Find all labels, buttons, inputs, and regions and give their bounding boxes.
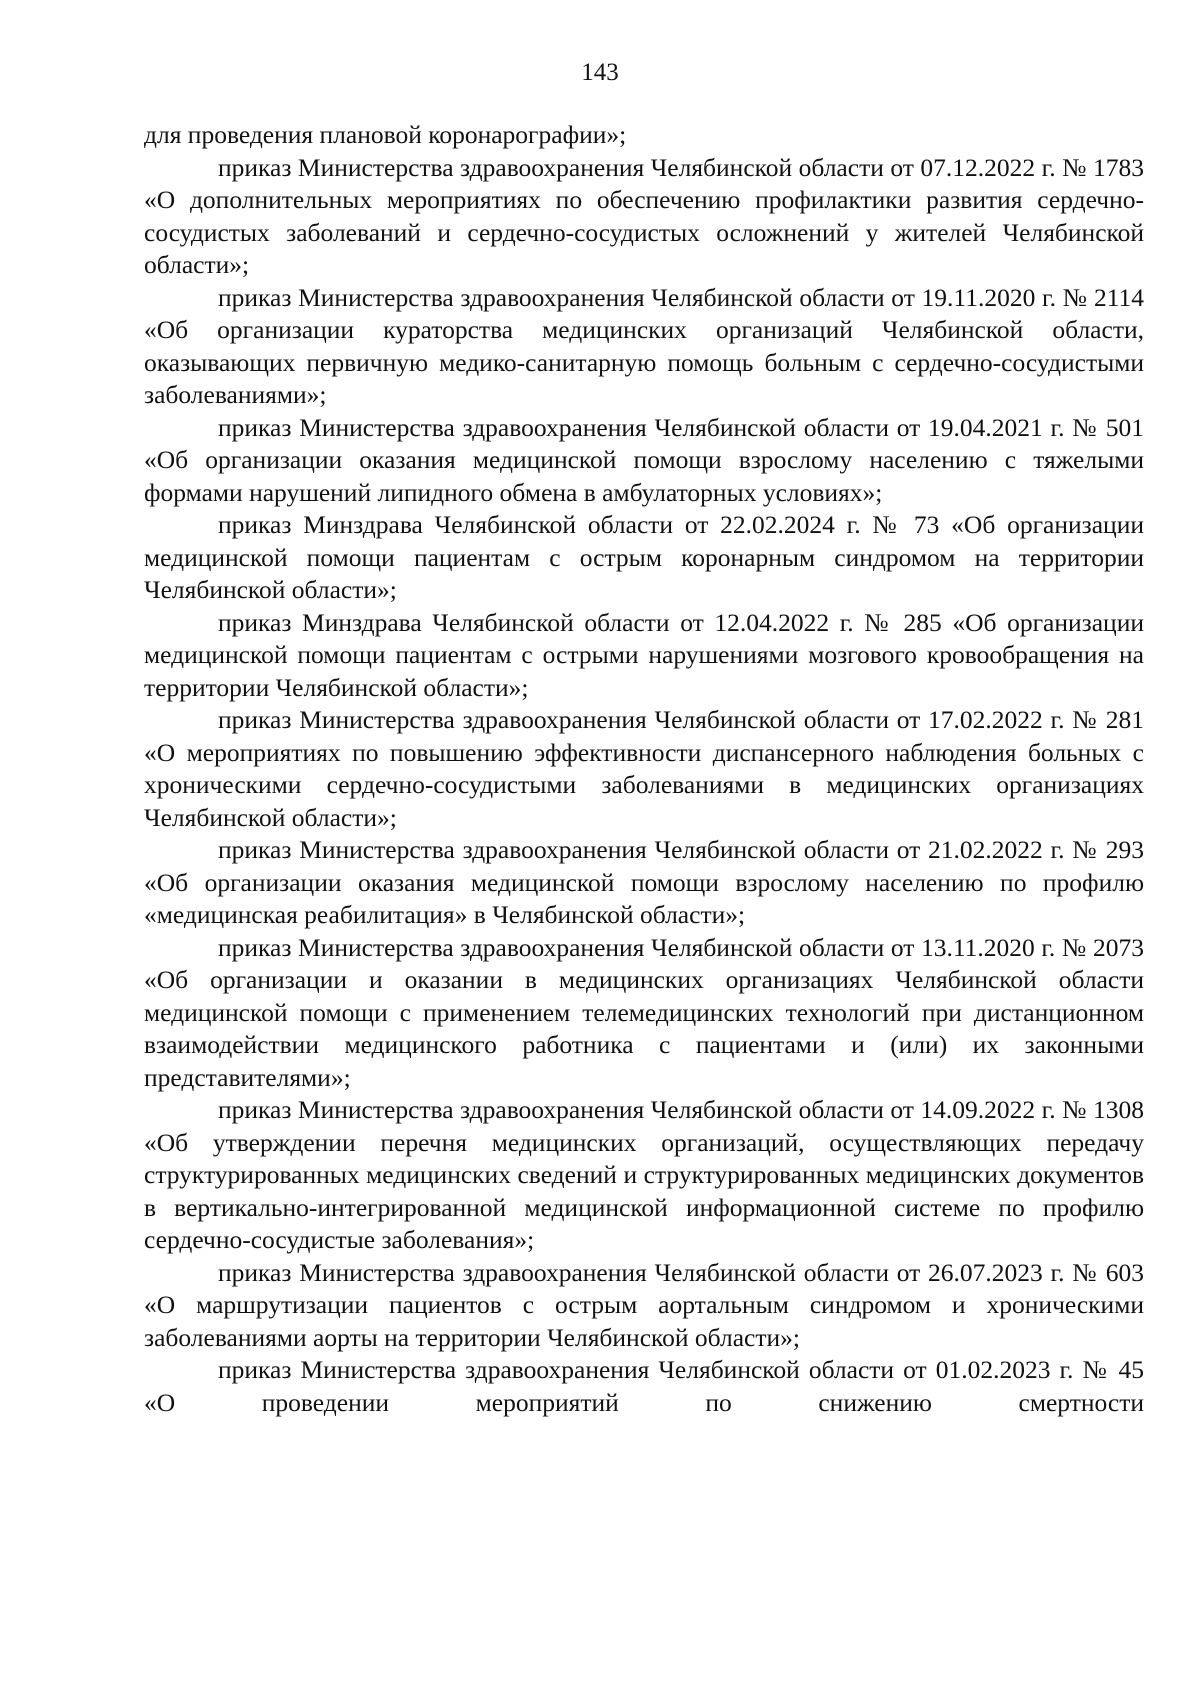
page-number: 143: [581, 59, 619, 86]
paragraph: приказ Министерства здравоохранения Челябинской области от 14.09.2022 г. № 1308 «Об утверждении перечня медицинских организаций, осуществляющих передачу структурированных медицинских сведений и структурированных медицинских документов в вертикально-интегрированной медицинской информационной системе по профилю сердечно-сосудистые заболевания»;: [144, 1095, 1144, 1254]
paragraph: приказ Министерства здравоохранения Челябинской области от 17.02.2022 г. № 281 «О мероприятиях по повышению эффективности диспансерного наблюдения больных с хроническими сердечно-сосудистыми заболеваниями в медицинских организациях Челябинской области»;: [144, 705, 1144, 832]
document-body: [144, 119, 1144, 1419]
paragraph: приказ Минздрава Челябинской области от 22.02.2024 г. № 73 «Об организации медицинской помощи пациентам с острым коронарным синдромом на территории Челябинской области»;: [144, 510, 1144, 604]
paragraph: приказ Министерства здравоохранения Челябинской области от 07.12.2022 г. № 1783 «О дополнительных мероприятиях по обеспечению профилактики развития сердечно-сосудистых заболеваний и сердечно-сосудистых осложнений у жителей Челябинской области»;: [144, 152, 1144, 279]
paragraph: для проведения плановой коронарографии»;: [144, 120, 627, 149]
paragraph: приказ Министерства здравоохранения Челябинской области от 19.11.2020 г. № 2114 «Об организации кураторства медицинских организаций Челябинской области, оказывающих первичную медико-санитарную помощь больным с сердечно-сосудистыми заболеваниями»;: [144, 282, 1144, 409]
paragraph: приказ Министерства здравоохранения Челябинской области от 21.02.2022 г. № 293 «Об организации оказания медицинской помощи взрослому населению по профилю «медицинская реабилитация» в Челябинской области»;: [144, 835, 1144, 929]
paragraph: приказ Министерства здравоохранения Челябинской области от 13.11.2020 г. № 2073 «Об организации и оказании в медицинских организациях Челябинской области медицинской помощи с применением телемедицинских технологий при дистанционном взаимодействии медицинского работника с пациентами и (или) их законными представителями»;: [144, 932, 1144, 1092]
paragraph: приказ Министерства здравоохранения Челябинской области от 01.02.2023 г. № 45 «О проведении мероприятий по снижению смертности: [144, 1355, 1144, 1417]
paragraph: приказ Минздрава Челябинской области от 12.04.2022 г. № 285 «Об организации медицинской помощи пациентам с острыми нарушениями мозгового кровообращения на территории Челябинской области»;: [144, 607, 1144, 702]
paragraph: приказ Министерства здравоохранения Челябинской области от 26.07.2023 г. № 603 «О маршрутизации пациентов с острым аортальным синдромом и хроническими заболеваниями аорты на территории Челябинской области»;: [144, 1257, 1144, 1352]
paragraph: приказ Министерства здравоохранения Челябинской области от 19.04.2021 г. № 501 «Об организации оказания медицинской помощи взрослому населению с тяжелыми формами нарушений липидного обмена в амбулаторных условиях»;: [144, 412, 1144, 507]
